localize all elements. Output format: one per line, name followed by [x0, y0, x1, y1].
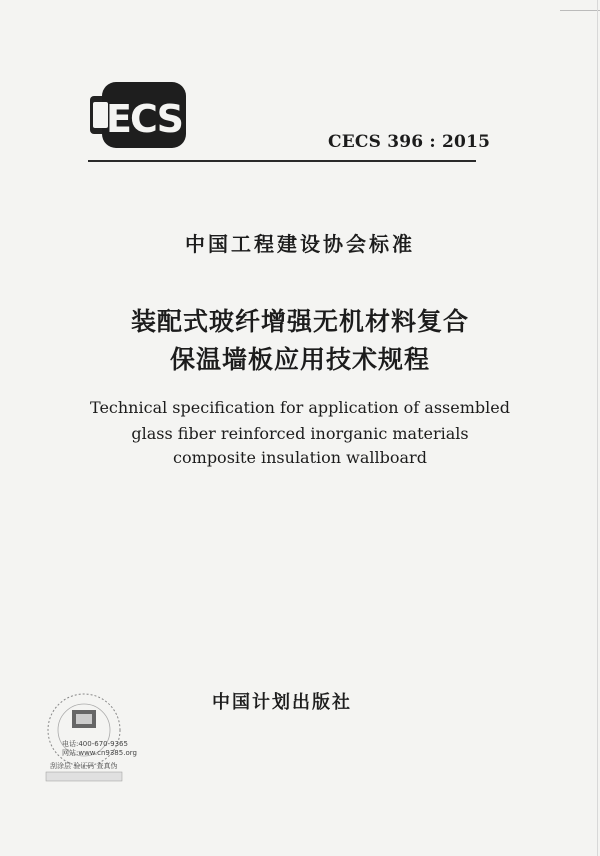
- svg-text:ECS: ECS: [106, 97, 182, 141]
- publisher-name: 中国计划出版社: [212, 692, 352, 713]
- stamp-phone: 电话:400-670-9365: [62, 740, 128, 748]
- association-name: 中国工程建设协会标准: [185, 232, 415, 256]
- standard-number: CECS 396 : 2015: [328, 132, 491, 152]
- title-cn-line-2: 保温墙板应用技术规程: [169, 345, 430, 374]
- title-en-line-2: glass fiber reinforced inorganic materials: [131, 424, 469, 443]
- title-en-line-3: composite insulation wallboard: [173, 448, 427, 467]
- title-cn-line-1: 装配式玻纤增强无机材料复合: [130, 307, 469, 336]
- scan-mark: [560, 10, 600, 11]
- stamp-note: 刮涂层 验证码 查真伪: [50, 762, 118, 770]
- ecs-logo-icon: [88, 80, 196, 150]
- stamp-website: 网站:www.cn9385.org: [62, 749, 137, 757]
- header-rule: [88, 160, 476, 162]
- title-en-line-1: Technical specification for application of assembled: [90, 398, 510, 417]
